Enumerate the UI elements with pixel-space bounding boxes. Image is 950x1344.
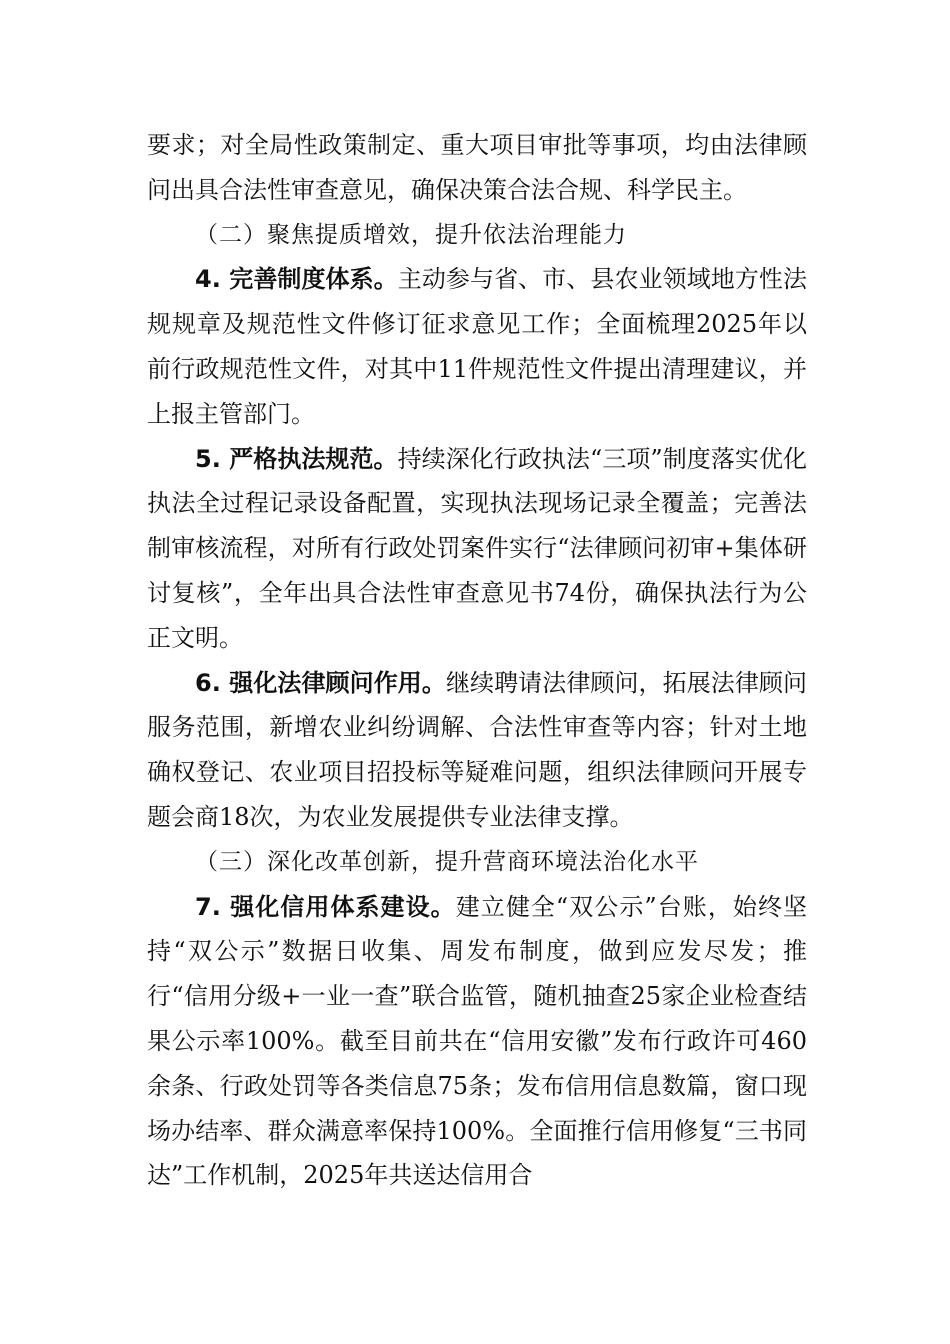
item-5-title: 5. 严格执法规范。: [195, 444, 398, 473]
document-body: [147, 123, 807, 1198]
item-4-title: 4. 完善制度体系。: [195, 265, 398, 294]
item-4-paragraph: [147, 257, 807, 436]
item-6-text: 继续聘请法律顾问，拓展法律顾问服务范围，新增农业纠纷调解、合法性审查等内容；针对土地确权登记、农业项目招投标等疑难问题，组织法律顾问开展专题会商18次，为农业发展提供专业法律支撑。: [147, 668, 808, 831]
section-heading-3: （三）深化改革创新，提升营商环境法治化水平: [195, 848, 699, 875]
paragraph-continuation: 要求；对全局性政策制定、重大项目审批等事项，均由法律顾问出具合法性审查意见，确保决策合法合规、科学民主。: [147, 131, 807, 204]
item-4-text: 主动参与省、市、县农业领域地方性法规规章及规范性文件修订征求意见工作；全面梳理2025年以前行政规范性文件，对其中11件规范性文件提出清理建议，并上报主管部门。: [147, 265, 807, 428]
item-6-paragraph: [147, 661, 807, 840]
section-heading-2: （二）聚焦提质增效，提升依法治理能力: [195, 221, 627, 248]
item-7-title: 7. 强化信用体系建设。: [195, 892, 456, 921]
item-7-paragraph: [147, 885, 807, 1199]
item-6-title: 6. 强化法律顾问作用。: [195, 668, 446, 697]
item-5-paragraph: [147, 437, 807, 661]
item-7-text: 建立健全“双公示”台账，始终坚持“双公示”数据日收集、周发布制度，做到应发尽发；推行“信用分级+一业一查”联合监管，随机抽查25家企业检查结果公示率100%。截至目前共在“信用安徽”发布行政许可460余条、行政处罚等各类信息75条；发布信用信息数篇，窗口现场办结率、群众满意率保持100%。全面推行信用修复“三书同达”工作机制，2025年共送达信用合: [147, 892, 808, 1190]
item-5-text: 持续深化行政执法“三项”制度落实优化执法全过程记录设备配置，实现执法现场记录全覆盖；完善法制审核流程，对所有行政处罚案件实行“法律顾问初审+集体研讨复核”，全年出具合法性审查意见书74份，确保执法行为公正文明。: [147, 444, 808, 652]
